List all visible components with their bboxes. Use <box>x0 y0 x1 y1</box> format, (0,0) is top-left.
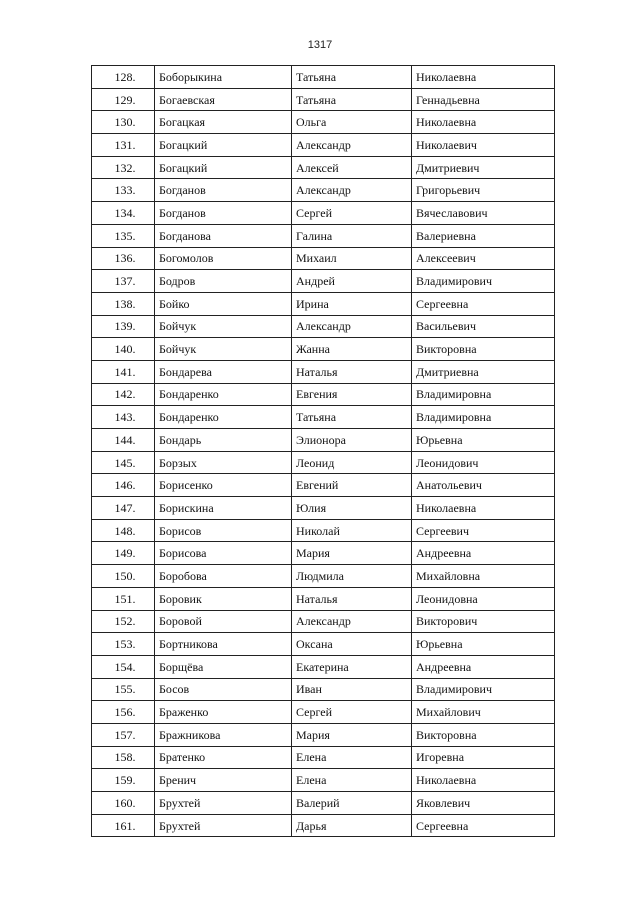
patronymic-cell: Валериевна <box>412 224 555 247</box>
row-number-cell: 138. <box>92 292 155 315</box>
row-number-cell: 143. <box>92 406 155 429</box>
first-name-cell: Михаил <box>292 247 412 270</box>
first-name-cell: Татьяна <box>292 66 412 89</box>
first-name-cell: Евгения <box>292 383 412 406</box>
patronymic-cell: Николаевна <box>412 497 555 520</box>
patronymic-cell: Викторовна <box>412 723 555 746</box>
surname-cell: Борисенко <box>155 474 292 497</box>
surname-cell: Богацкий <box>155 156 292 179</box>
row-number-cell: 132. <box>92 156 155 179</box>
table-row <box>92 429 555 452</box>
patronymic-cell: Геннадьевна <box>412 88 555 111</box>
patronymic-cell: Андреевна <box>412 542 555 565</box>
row-number-cell: 159. <box>92 769 155 792</box>
row-number-cell: 128. <box>92 66 155 89</box>
table-row <box>92 451 555 474</box>
patronymic-cell: Юрьевна <box>412 633 555 656</box>
first-name-cell: Александр <box>292 179 412 202</box>
surname-cell: Боровой <box>155 610 292 633</box>
table-row <box>92 179 555 202</box>
table-row <box>92 156 555 179</box>
row-number-cell: 158. <box>92 746 155 769</box>
table-row <box>92 66 555 89</box>
surname-cell: Богаевская <box>155 88 292 111</box>
first-name-cell: Валерий <box>292 792 412 815</box>
first-name-cell: Галина <box>292 224 412 247</box>
table-row <box>92 247 555 270</box>
surname-cell: Бойчук <box>155 338 292 361</box>
row-number-cell: 144. <box>92 429 155 452</box>
first-name-cell: Ольга <box>292 111 412 134</box>
first-name-cell: Александр <box>292 610 412 633</box>
patronymic-cell: Михайлович <box>412 701 555 724</box>
patronymic-cell: Михайловна <box>412 565 555 588</box>
surname-cell: Борщёва <box>155 655 292 678</box>
first-name-cell: Ирина <box>292 292 412 315</box>
first-name-cell: Жанна <box>292 338 412 361</box>
surname-cell: Богданов <box>155 202 292 225</box>
table-row <box>92 202 555 225</box>
patronymic-cell: Юрьевна <box>412 429 555 452</box>
table-row <box>92 88 555 111</box>
surname-cell: Бодров <box>155 270 292 293</box>
patronymic-cell: Николаевна <box>412 769 555 792</box>
surname-cell: Боровик <box>155 587 292 610</box>
surname-cell: Боборыкина <box>155 66 292 89</box>
table-row <box>92 315 555 338</box>
surname-cell: Богацкий <box>155 134 292 157</box>
surname-cell: Бойко <box>155 292 292 315</box>
table-row <box>92 292 555 315</box>
surname-cell: Борзых <box>155 451 292 474</box>
table-row <box>92 111 555 134</box>
table-row <box>92 338 555 361</box>
row-number-cell: 160. <box>92 792 155 815</box>
row-number-cell: 131. <box>92 134 155 157</box>
first-name-cell: Элионора <box>292 429 412 452</box>
row-number-cell: 135. <box>92 224 155 247</box>
patronymic-cell: Владимировна <box>412 406 555 429</box>
table-row <box>92 270 555 293</box>
patronymic-cell: Алексеевич <box>412 247 555 270</box>
first-name-cell: Оксана <box>292 633 412 656</box>
row-number-cell: 148. <box>92 519 155 542</box>
row-number-cell: 139. <box>92 315 155 338</box>
patronymic-cell: Леонидович <box>412 451 555 474</box>
table-row <box>92 792 555 815</box>
row-number-cell: 154. <box>92 655 155 678</box>
table-row <box>92 610 555 633</box>
patronymic-cell: Николаевна <box>412 66 555 89</box>
table-row <box>92 701 555 724</box>
patronymic-cell: Леонидовна <box>412 587 555 610</box>
patronymic-cell: Игоревна <box>412 746 555 769</box>
patronymic-cell: Дмитриевич <box>412 156 555 179</box>
patronymic-cell: Николаевич <box>412 134 555 157</box>
first-name-cell: Мария <box>292 542 412 565</box>
surname-cell: Бондарева <box>155 360 292 383</box>
first-name-cell: Татьяна <box>292 406 412 429</box>
table-row <box>92 134 555 157</box>
surname-cell: Бренич <box>155 769 292 792</box>
first-name-cell: Андрей <box>292 270 412 293</box>
surname-cell: Богацкая <box>155 111 292 134</box>
patronymic-cell: Яковлевич <box>412 792 555 815</box>
first-name-cell: Мария <box>292 723 412 746</box>
first-name-cell: Иван <box>292 678 412 701</box>
surname-cell: Богданов <box>155 179 292 202</box>
roster-table <box>91 65 555 837</box>
surname-cell: Бортникова <box>155 633 292 656</box>
row-number-cell: 147. <box>92 497 155 520</box>
surname-cell: Богомолов <box>155 247 292 270</box>
patronymic-cell: Васильевич <box>412 315 555 338</box>
first-name-cell: Татьяна <box>292 88 412 111</box>
table-row <box>92 814 555 837</box>
row-number-cell: 130. <box>92 111 155 134</box>
patronymic-cell: Вячеславович <box>412 202 555 225</box>
row-number-cell: 149. <box>92 542 155 565</box>
first-name-cell: Сергей <box>292 202 412 225</box>
table-row <box>92 519 555 542</box>
first-name-cell: Елена <box>292 769 412 792</box>
row-number-cell: 153. <box>92 633 155 656</box>
table-row <box>92 769 555 792</box>
first-name-cell: Екатерина <box>292 655 412 678</box>
surname-cell: Бражникова <box>155 723 292 746</box>
table-row <box>92 542 555 565</box>
surname-cell: Боробова <box>155 565 292 588</box>
first-name-cell: Александр <box>292 134 412 157</box>
surname-cell: Бондаренко <box>155 406 292 429</box>
row-number-cell: 152. <box>92 610 155 633</box>
table-row <box>92 474 555 497</box>
row-number-cell: 133. <box>92 179 155 202</box>
surname-cell: Бойчук <box>155 315 292 338</box>
table-row <box>92 655 555 678</box>
first-name-cell: Людмила <box>292 565 412 588</box>
surname-cell: Борисова <box>155 542 292 565</box>
first-name-cell: Дарья <box>292 814 412 837</box>
row-number-cell: 142. <box>92 383 155 406</box>
table-row <box>92 224 555 247</box>
table-row <box>92 406 555 429</box>
surname-cell: Браженко <box>155 701 292 724</box>
row-number-cell: 156. <box>92 701 155 724</box>
table-row <box>92 678 555 701</box>
first-name-cell: Николай <box>292 519 412 542</box>
patronymic-cell: Владимировна <box>412 383 555 406</box>
surname-cell: Братенко <box>155 746 292 769</box>
patronymic-cell: Сергеевна <box>412 814 555 837</box>
row-number-cell: 129. <box>92 88 155 111</box>
row-number-cell: 145. <box>92 451 155 474</box>
row-number-cell: 140. <box>92 338 155 361</box>
surname-cell: Борискина <box>155 497 292 520</box>
row-number-cell: 151. <box>92 587 155 610</box>
patronymic-cell: Владимирович <box>412 678 555 701</box>
surname-cell: Бондарь <box>155 429 292 452</box>
table-row <box>92 565 555 588</box>
patronymic-cell: Сергеевна <box>412 292 555 315</box>
patronymic-cell: Владимирович <box>412 270 555 293</box>
row-number-cell: 150. <box>92 565 155 588</box>
row-number-cell: 141. <box>92 360 155 383</box>
table-row <box>92 723 555 746</box>
first-name-cell: Наталья <box>292 587 412 610</box>
surname-cell: Брухтей <box>155 814 292 837</box>
first-name-cell: Наталья <box>292 360 412 383</box>
table-row <box>92 633 555 656</box>
row-number-cell: 146. <box>92 474 155 497</box>
patronymic-cell: Николаевна <box>412 111 555 134</box>
roster-table-body <box>92 66 555 837</box>
patronymic-cell: Викторовна <box>412 338 555 361</box>
row-number-cell: 155. <box>92 678 155 701</box>
patronymic-cell: Григорьевич <box>412 179 555 202</box>
surname-cell: Босов <box>155 678 292 701</box>
table-row <box>92 587 555 610</box>
table-row <box>92 746 555 769</box>
surname-cell: Богданова <box>155 224 292 247</box>
first-name-cell: Леонид <box>292 451 412 474</box>
surname-cell: Брухтей <box>155 792 292 815</box>
patronymic-cell: Дмитриевна <box>412 360 555 383</box>
first-name-cell: Сергей <box>292 701 412 724</box>
surname-cell: Борисов <box>155 519 292 542</box>
row-number-cell: 134. <box>92 202 155 225</box>
first-name-cell: Алексей <box>292 156 412 179</box>
row-number-cell: 137. <box>92 270 155 293</box>
table-row <box>92 497 555 520</box>
patronymic-cell: Сергеевич <box>412 519 555 542</box>
page-number: 1317 <box>307 39 333 51</box>
patronymic-cell: Андреевна <box>412 655 555 678</box>
first-name-cell: Елена <box>292 746 412 769</box>
table-row <box>92 360 555 383</box>
first-name-cell: Александр <box>292 315 412 338</box>
first-name-cell: Евгений <box>292 474 412 497</box>
row-number-cell: 136. <box>92 247 155 270</box>
row-number-cell: 157. <box>92 723 155 746</box>
table-row <box>92 383 555 406</box>
patronymic-cell: Викторович <box>412 610 555 633</box>
surname-cell: Бондаренко <box>155 383 292 406</box>
row-number-cell: 161. <box>92 814 155 837</box>
first-name-cell: Юлия <box>292 497 412 520</box>
patronymic-cell: Анатольевич <box>412 474 555 497</box>
